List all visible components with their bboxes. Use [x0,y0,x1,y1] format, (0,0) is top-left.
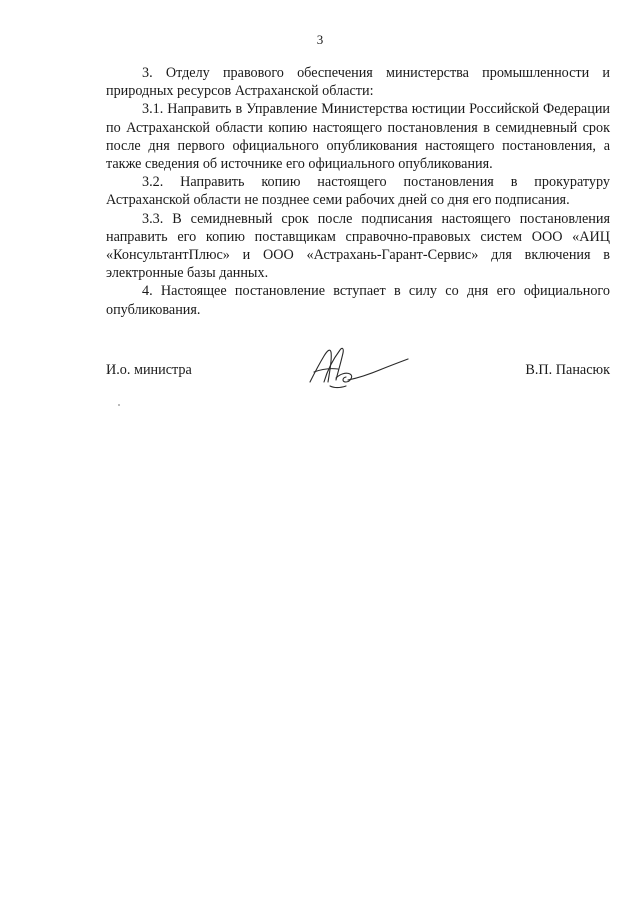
paragraph-3-1: 3.1. Направить в Управление Министерства юстиции Российской Федерации по Астраханской области копию настоящего постановления в семидневный срок после дня первого официального опубликования настоящего постановления, а также сведения об источнике его официального опубликования. [106,101,610,173]
paragraph-3-2: 3.2. Направить копию настоящего постановления в прокуратуру Астраханской области не позднее семи рабочих дней со дня его подписания. [106,174,610,209]
handwritten-signature [300,338,412,398]
paragraph-3: 3. Отделу правового обеспечения министерства промышленности и природных ресурсов Астраханской области: [106,65,610,100]
scan-artifact [118,404,120,406]
signatory-name: В.П. Панасюк [525,362,610,378]
document-body [106,64,610,319]
paragraph-4: 4. Настоящее постановление вступает в силу со дня его официального опубликования. [106,283,610,318]
signatory-position: И.о. министра [106,362,192,378]
page-number: 3 [316,32,324,47]
paragraph-3-3: 3.3. В семидневный срок после подписания настоящего постановления направить его копию поставщикам справочно-правовых систем ООО «АИЦ «КонсультантПлюс» и ООО «Астрахань-Гарант-Сервис» для включения в электронные базы данных. [106,210,610,282]
